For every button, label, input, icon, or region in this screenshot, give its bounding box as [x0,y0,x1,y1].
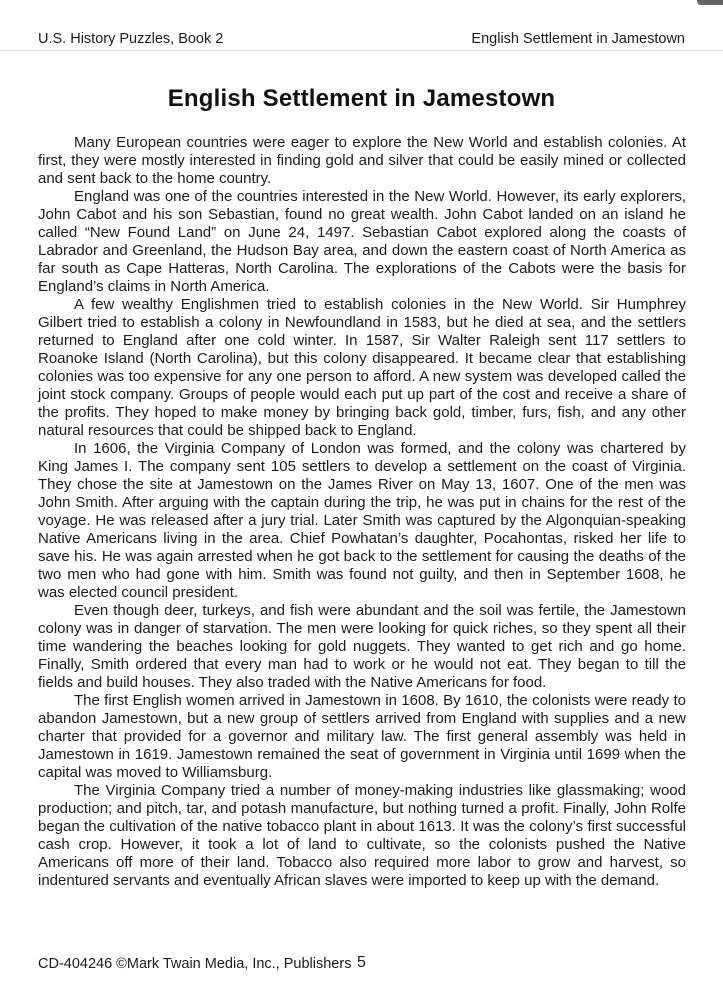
paragraph-tobacco: The Virginia Company tried a number of money-making industries like glassmaking; wood production; and pitch, tar, and potash manufacture, but nothing turned a profit. Finally, John Rolfe began the cultivation of the native tobacco plant in about 1613. It was the colony’s first successful cash crop. However, it took a lot of land to cultivate, so the colonists pushed the Native Americans off more of their land. Tobacco also required more labor to grow and harvest, so indentured servants and eventually African slaves were imported to keep up with the demand. [38,782,686,889]
scan-artifact [697,0,723,5]
paragraph-virginia-company: In 1606, the Virginia Company of London was formed, and the colony was chartered by King James I. The company sent 105 settlers to develop a settlement on the coast of Virginia. They chose the site at Jamestown on the James River on May 13, 1607. One of the men was John Smith. After arguing with the captain during the trip, he was put in chains for the rest of the voyage. He was released after a jury trial. Later Smith was captured by the Algonquian-speaking Native Americans living in the area. Chief Powhatan’s daughter, Pocahontas, risked her life to save his. He was again arrested when he got back to the settlement for causing the deaths of the two men who had gone with him. Smith was found not guilty, and then in September 1608, he was elected council president. [38,440,686,601]
header-chapter-title: English Settlement in Jamestown [471,31,685,47]
paragraph-intro: Many European countries were eager to explore the New World and establish colonies. At first, they were mostly interested in finding gold and silver that could be easily mined or collected and sent back to the home country. [38,134,686,187]
header-book-title: U.S. History Puzzles, Book 2 [38,31,224,47]
footer-publisher: CD-404246 ©Mark Twain Media, Inc., Publishers [38,956,352,972]
paragraph-women-government: The first English women arrived in Jamestown in 1608. By 1610, the colonists were ready to abandon Jamestown, but a new group of settlers arrived from England with supplies and a new charter that provided for a governor and military law. The first general assembly was held in Jamestown in 1619. Jamestown remained the seat of government in Virginia until 1699 when the capital was moved to Williamsburg. [38,692,686,781]
paragraph-starvation: Even though deer, turkeys, and fish were abundant and the soil was fertile, the Jamestown colony was in danger of starvation. The men were looking for quick riches, so they spent all their time wandering the beaches looking for gold nuggets. They wanted to get rich and go home. Finally, Smith ordered that every man had to work or he would not eat. They began to till the fields and build houses. They also traded with the Native Americans for food. [38,602,686,691]
header-rule [0,50,723,51]
paragraph-cabots: England was one of the countries interested in the New World. However, its early explorers, John Cabot and his son Sebastian, found no great wealth. John Cabot landed on an island he called “New Found Land” on June 24, 1497. Sebastian Cabot explored along the coasts of Labrador and Greenland, the Hudson Bay area, and down the eastern coast of North America as far south as Cape Hatteras, North Carolina. The explorations of the Cabots were the basis for England’s claims in North America. [38,188,686,295]
page-header [0,0,723,47]
page-footer [38,956,685,973]
page-title: English Settlement in Jamestown [167,85,556,112]
footer-page-number: 5 [357,954,366,971]
paragraph-early-colonies: A few wealthy Englishmen tried to establish colonies in the New World. Sir Humphrey Gilbert tried to establish a colony in Newfoundland in 1583, but he died at sea, and the settlers returned to England after one cold winter. In 1587, Sir Walter Raleigh sent 117 settlers to Roanoke Island (North Carolina), but this colony disappeared. It became clear that establishing colonies was too expensive for any one person to afford. A new system was developed called the joint stock company. Groups of people would each put up part of the cost and receive a share of the profits. They hoped to make money by bringing back gold, timber, furs, fish, and any other natural resources that could be shipped back to England. [38,296,686,439]
article-body [38,134,686,890]
